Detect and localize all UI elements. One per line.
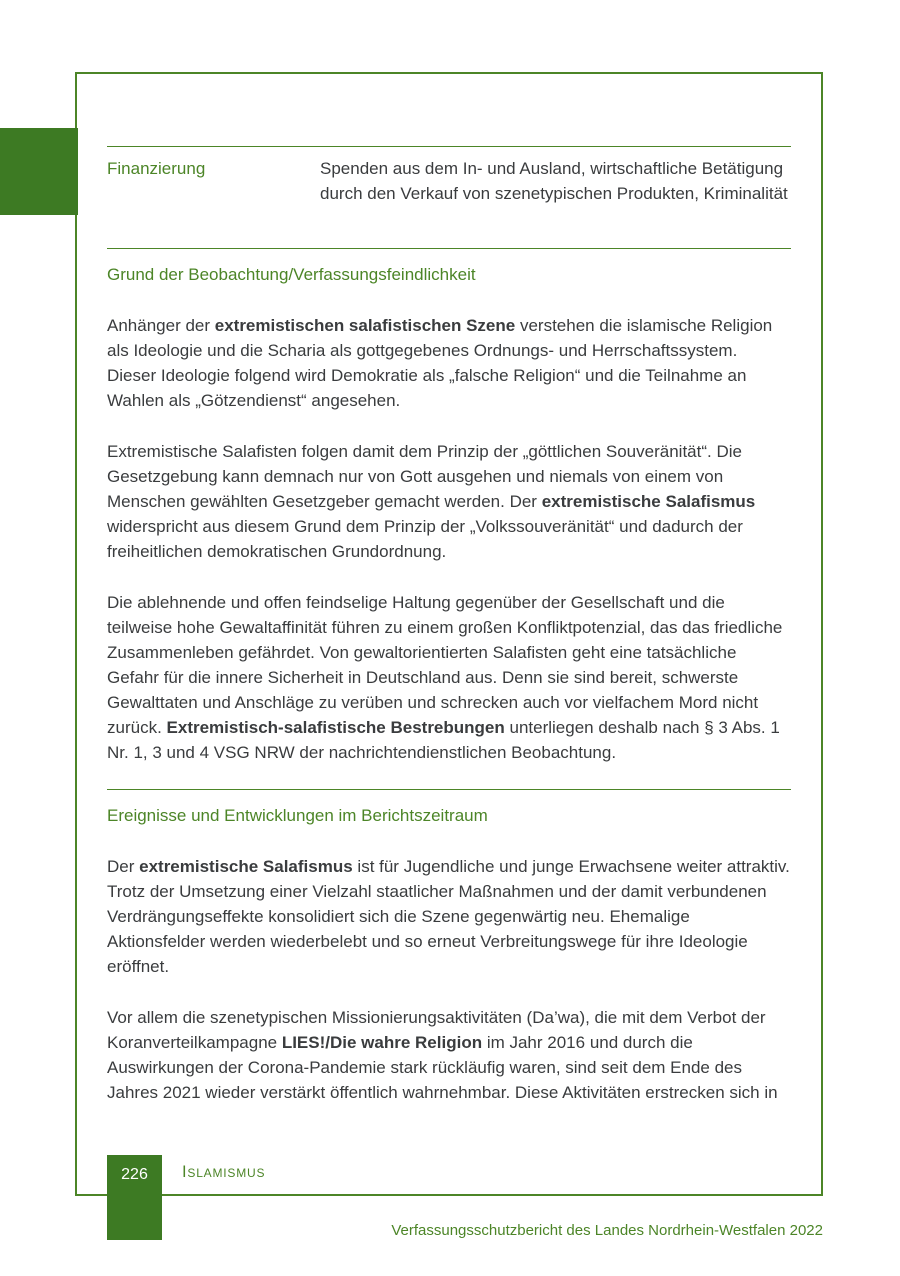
chapter-side-tab xyxy=(0,128,78,215)
section-ereignisse-und-entwicklungen xyxy=(107,803,791,1105)
body-paragraph: Anhänger der extremistischen salafistischen Szene verstehen die islamische Religion als Ideologie und die Scharia als gottgegebenes Ordnungs- und Herrschaftssystem. Dieser Ideologie folgend wird Demokratie als „falsche Religion“ und die Teilnahme an Wahlen als „Götzendienst“ angesehen. xyxy=(107,316,773,410)
section-grund-der-beobachtung xyxy=(107,262,791,765)
footer-report-title: Verfassungsschutzbericht des Landes Nordrhein-Westfalen 2022 xyxy=(391,1222,823,1239)
section-heading: Grund der Beobachtung/Verfassungsfeindlichkeit xyxy=(107,265,476,284)
body-paragraph: Der extremistische Salafismus ist für Jugendliche und junge Erwachsene weiter attraktiv. Trotz der Umsetzung einer Vielzahl staatlicher Maßnahmen und der damit verbundenen Verdrängungseffekte konsolidiert sich die Szene gegenwärtig neu. Ehemalige Aktionsfelder werden wiederbelebt und so erneut Verbreitungswege für ihre Ideologie eröffnet. xyxy=(107,857,790,976)
page-content xyxy=(107,146,791,1105)
body-paragraph: Vor allem die szenetypischen Missionierungsaktivitäten (Da’wa), die mit dem Verbot der Koranverteilkampagne LIES!/Die wahre Religion im Jahr 2016 und durch die Auswirkungen der Corona-Pandemie stark rückläufig waren, sind seit dem Ende des Jahres 2021 wieder verstärkt öffentlich wahrnehmbar. Diese Aktivitäten erstrecken sich in xyxy=(107,1008,778,1102)
body-paragraph: Die ablehnende und offen feindselige Haltung gegenüber der Gesellschaft und die teilweise hohe Gewaltaffinität führen zu einem großen Konfliktpotenzial, das das friedliche Zusammenleben gefährdet. Von gewaltorientierten Salafisten geht eine tatsächliche Gefahr für die innere Sicherheit in Deutschland aus. Denn sie sind bereit, schwerste Gewalttaten und Anschläge zu verüben und schrecken auch vor vielfachem Mord nicht zurück. Extremistisch-salafistische Bestrebungen unterliegen deshalb nach § 3 Abs. 1 Nr. 1, 3 und 4 VSG NRW der nachrichtendienstlichen Beobachtung. xyxy=(107,593,783,762)
section-heading: Ereignisse und Entwicklungen im Berichtszeitraum xyxy=(107,806,488,825)
info-table xyxy=(107,146,791,249)
body-paragraph: Extremistische Salafisten folgen damit dem Prinzip der „göttlichen Souveränität“. Die Gesetzgebung kann demnach nur von Gott ausgehen und niemals von einem von Menschen gewählten Gesetzgeber gemacht werden. Der extremistische Salafismus widerspricht aus diesem Grund dem Prinzip der „Volkssouveränität“ und dadurch der freiheitlichen demokratischen Grundordnung. xyxy=(107,442,756,561)
footer-section-label: Islamismus xyxy=(182,1163,266,1181)
info-row-label: Finanzierung xyxy=(107,159,206,178)
page-number: 226 xyxy=(121,1166,148,1183)
info-row-value: Spenden aus dem In- und Ausland, wirtschaftliche Betätigung durch den Verkauf von szenetypischen Produkten, Kriminalität xyxy=(320,159,788,203)
section-divider xyxy=(107,789,791,790)
page-number-box xyxy=(107,1155,162,1240)
